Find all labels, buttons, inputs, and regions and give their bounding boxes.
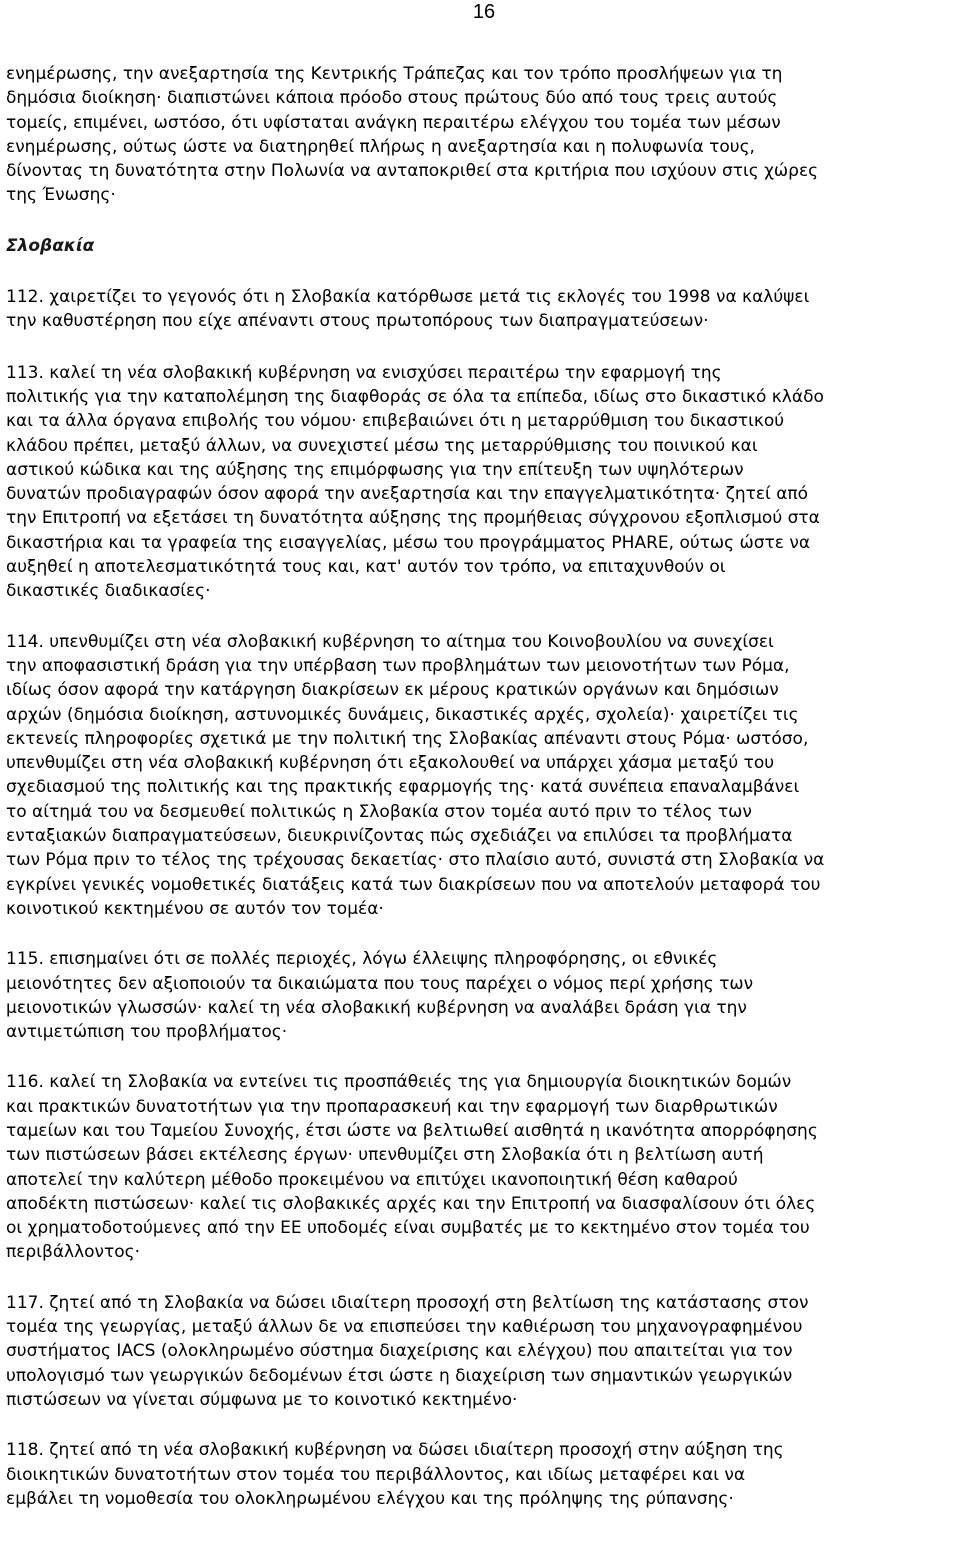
paragraph-112: 112. χαιρετίζει το γεγονός ότι η Σλοβακία κατόρθωσε μετά τις εκλογές του 1998 να καλύψει την καθυστέρηση που είχε απέναντι στους πρωτοπόρους των διαπραγματεύσεων· — [6, 287, 810, 332]
paragraph-118: 118. ζητεί από τη νέα σλοβακική κυβέρνηση να δώσει ιδιαίτερη προσοχή στην αύξηση της διοικητικών δυνατοτήτων στον τομέα του περιβάλλοντος, και ιδίως μεταφέρει και να εμβάλει τη νομοθεσία του ολοκληρωμένου ελέγχου και της πρόληψης της ρύπανσης· — [6, 1440, 784, 1509]
intro-paragraph: ενημέρωσης, την ανεξαρτησία της Κεντρικής Τράπεζας και τον τρόπο προσλήψεων για τη δημόσια διοίκηση· διαπιστώνει κάποια πρόοδο στους πρώτους δύο από τους τρεις αυτούς τομείς, επιμένει, ωστόσο, ότι υφίσταται ανάγκη περαιτέρω ελέγχου του τομέα των μέσων ενημέρωσης, ούτως ώστε να διατηρηθεί πλήρως η ανεξαρτησία και η πολυφωνία τους, δίνοντας τη δυνατότητα στην Πολωνία να ανταποκριθεί στα κριτήρια που ισχύουν στις χώρες της Ένωσης· — [6, 64, 819, 206]
paragraph-116: 116. καλεί τη Σλοβακία να εντείνει τις προσπάθειές της για δημιουργία διοικητικών δομών και πρακτικών δυνατοτήτων για την προπαρασκευή και την εφαρμογή των διαρθρωτικών ταμείων και του Ταμείου Συνοχής, έτσι ώστε να βελτιωθεί αισθητά η ικανότητα απορρόφησης των πιστώσεων βάσει εκτέλεσης έργων· υπενθυμίζει στη Σλοβακία ότι η βελτίωση αυτή αποτελεί την καλύτερη μέθοδο προκειμένου να επιτύχει ικανοποιητική θέση καθαρού αποδέκτη πιστώσεων· καλεί τις σλοβακικές αρχές και την Επιτροπή να διασφαλίσουν ότι όλες οι χρηματοδοτούμενες από την ΕΕ υποδομές είναι συμβατές με το κεκτημένο στον τομέα του περιβάλλοντος· — [6, 1072, 818, 1263]
section-heading-slovakia: Σλοβακία — [6, 235, 95, 256]
paragraph-117: 117. ζητεί από τη Σλοβακία να δώσει ιδιαίτερη προσοχή στη βελτίωση της κατάστασης στον τομέα της γεωργίας, μεταξύ άλλων δε να επισπεύσει την καθιέρωση του μηχανογραφημένου συστήματος IACS (ολοκληρωμένο σύστημα διαχείρισης και ελέγχου) που απαιτείται για τον υπολογισμό των γεωργικών δεδομένων έτσι ώστε η διαχείριση των σημαντικών γεωργικών πιστώσεων να γίνεται σύμφωνα με το κοινοτικό κεκτημένο· — [6, 1292, 809, 1410]
paragraph-113: 113. καλεί τη νέα σλοβακική κυβέρνηση να ενισχύσει περαιτέρω την εφαρμογή της πολιτικής για την καταπολέμηση της διαφθοράς σε όλα τα επίπεδα, ιδίως στο δικαστικό κλάδο και τα άλλα όργανα επιβολής του νόμου· επιβεβαιώνει ότι η μεταρρύθμιση του δικαστικού κλάδου πρέπει, μεταξύ άλλων, να συνεχιστεί μέσω της μεταρρύθμισης του ποινικού και αστικού κώδικα και της αύξησης της επιμόρφωσης για την επίτευξη των υψηλότερων δυνατών προδιαγραφών όσον αφορά την ανεξαρτησία και την επαγγελματικότητα· ζητεί από την Επιτροπή να εξετάσει τη δυνατότητα αύξησης της προμήθειας σύγχρονου εξοπλισμού στα δικαστήρια και τα γραφεία της εισαγγελίας, μέσω του προγράμματος PHARE, ούτως ώστε να αυξηθεί η αποτελεσματικότητά τους και, κατ' αυτόν τον τρόπο, να επιταχυνθούν οι δικαστικές διαδικασίες· — [6, 362, 824, 602]
paragraph-114: 114. υπενθυμίζει στη νέα σλοβακική κυβέρνηση το αίτημα του Κοινοβουλίου να συνεχίσει την αποφασιστική δράση για την υπέρβαση των προβλημάτων των μειονοτήτων των Ρόμα, ιδίως όσον αφορά την κατάργηση διακρίσεων εκ μέρους κρατικών οργάνων και δημόσιων αρχών (δημόσια διοίκηση, αστυνομικές δυνάμεις, δικαστικές αρχές, σχολεία)· χαιρετίζει τις εκτενείς πληροφορίες σχετικά με την πολιτική της Σλοβακίας απέναντι στους Ρόμα· ωστόσο, υπενθυμίζει στη νέα σλοβακική κυβέρνηση ότι εξακολουθεί να υπάρχει χάσμα μεταξύ του σχεδιασμού της πολιτικής και της πρακτικής εφαρμογής της· κατά συνέπεια επαναλαμβάνει το αίτημά του να δεσμευθεί πολιτικώς η Σλοβακία στον τομέα αυτό πριν το τέλος των ενταξιακών διαπραγματεύσεων, διευκρινίζοντας πώς σχεδιάζει να επιλύσει τα προβλήματα των Ρόμα πριν το τέλος της τρέχουσας δεκαετίας· στο πλαίσιο αυτό, συνιστά στη Σλοβακία να εγκρίνει γενικές νομοθετικές διατάξεις κατά των διακρίσεων που να αποτελούν μεταφορά του κοινοτικού κεκτημένου σε αυτόν τον τομέα· — [6, 631, 825, 919]
paragraph-115: 115. επισημαίνει ότι σε πολλές περιοχές, λόγω έλλειψης πληροφόρησης, οι εθνικές μειονότητες δεν αξιοποιούν τα δικαιώματα που τους παρέχει ο νόμος περί χρήσης των μειονοτικών γλωσσών· καλεί τη νέα σλοβακική κυβέρνηση να αναλάβει δράση για την αντιμετώπιση του προβλήματος· — [6, 949, 754, 1043]
page-number: 16 — [472, 1, 496, 23]
document-body — [6, 62, 960, 1511]
